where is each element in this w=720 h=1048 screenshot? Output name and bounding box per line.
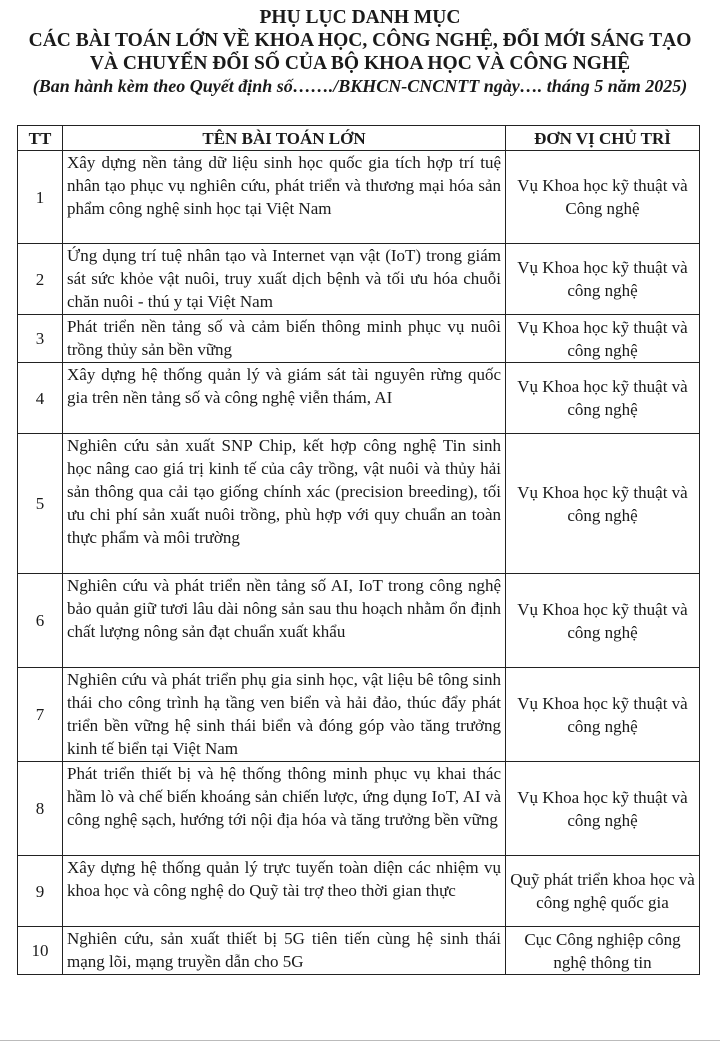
row-number: 9 — [18, 856, 63, 927]
table-row — [18, 151, 700, 244]
table-row — [18, 244, 700, 315]
table-row — [18, 762, 700, 856]
problem-name: Phát triển thiết bị và hệ thống thông minh phục vụ khai thác hầm lò và chế biến khoáng sản chiến lược, ứng dụng IoT, AI và công nghệ sạch, hướng tới nội địa hóa và tăng trưởng bền vững — [63, 762, 506, 856]
page-edge-divider — [0, 1040, 720, 1041]
problem-name: Nghiên cứu sản xuất SNP Chip, kết hợp công nghệ Tin sinh học nâng cao giá trị kinh tế của cây trồng, vật nuôi và thủy hải sản thông qua cải tạo giống chính xác (precision breeding), tối ưu chi phí sản xuất nuôi trồng, phù hợp với quy chuẩn an toàn thực phẩm và môi trường — [63, 434, 506, 574]
row-number: 6 — [18, 574, 63, 668]
table-row — [18, 927, 700, 975]
problem-name: Nghiên cứu và phát triển nền tảng số AI, IoT trong công nghệ bảo quản giữ tươi lâu dài nông sản sau thu hoạch nhằm ổn định chất lượng nông sản đạt chuẩn xuất khẩu — [63, 574, 506, 668]
host-unit: Quỹ phát triển khoa học và công nghệ quốc gia — [506, 856, 700, 927]
table-header-row — [18, 126, 700, 151]
host-unit: Vụ Khoa học kỹ thuật và công nghệ — [506, 668, 700, 762]
row-number: 3 — [18, 315, 63, 363]
problems-table — [17, 125, 700, 975]
table-row — [18, 434, 700, 574]
row-number: 1 — [18, 151, 63, 244]
host-unit: Vụ Khoa học kỹ thuật và công nghệ — [506, 363, 700, 434]
table-row — [18, 574, 700, 668]
column-header-name: TÊN BÀI TOÁN LỚN — [63, 126, 506, 151]
problem-name: Xây dựng hệ thống quản lý và giám sát tài nguyên rừng quốc gia trên nền tảng số và công nghệ viễn thám, AI — [63, 363, 506, 434]
host-unit: Vụ Khoa học kỹ thuật và công nghệ — [506, 434, 700, 574]
host-unit: Vụ Khoa học kỹ thuật và Công nghệ — [506, 151, 700, 244]
row-number: 8 — [18, 762, 63, 856]
problem-name: Nghiên cứu và phát triển phụ gia sinh học, vật liệu bê tông sinh thái cho công trình hạ tầng ven biển và hải đảo, thúc đẩy phát triển bền vững hệ sinh thái biển và đóng góp vào tăng trưởng kinh tế biển tại Việt Nam — [63, 668, 506, 762]
document-title-line-1: CÁC BÀI TOÁN LỚN VỀ KHOA HỌC, CÔNG NGHỆ, ĐỔI MỚI SÁNG TẠO — [28, 30, 692, 51]
problem-name: Xây dựng nền tảng dữ liệu sinh học quốc gia tích hợp trí tuệ nhân tạo phục vụ nghiên cứu, phát triển và thương mại hóa sản phẩm công nghệ sinh học tại Việt Nam — [63, 151, 506, 244]
decision-reference: (Ban hành kèm theo Quyết định số……./BKHCN-CNCNTT ngày…. tháng 5 năm 2025) — [32, 76, 688, 96]
column-header-tt: TT — [18, 126, 63, 151]
row-number: 5 — [18, 434, 63, 574]
host-unit: Vụ Khoa học kỹ thuật và công nghệ — [506, 574, 700, 668]
document-title-line-2: VÀ CHUYỂN ĐỔI SỐ CỦA BỘ KHOA HỌC VÀ CÔNG NGHỆ — [89, 53, 631, 74]
host-unit: Vụ Khoa học kỹ thuật và công nghệ — [506, 244, 700, 315]
column-header-unit: ĐƠN VỊ CHỦ TRÌ — [506, 126, 700, 151]
host-unit: Vụ Khoa học kỹ thuật và công nghệ — [506, 315, 700, 363]
table-row — [18, 856, 700, 927]
host-unit: Vụ Khoa học kỹ thuật và công nghệ — [506, 762, 700, 856]
row-number: 2 — [18, 244, 63, 315]
problem-name: Ứng dụng trí tuệ nhân tạo và Internet vạn vật (IoT) trong giám sát sức khỏe vật nuôi, truy xuất dịch bệnh và tối ưu hóa chuỗi chăn nuôi - thú y tại Việt Nam — [63, 244, 506, 315]
host-unit: Cục Công nghiệp công nghệ thông tin — [506, 927, 700, 975]
table-row — [18, 668, 700, 762]
row-number: 7 — [18, 668, 63, 762]
problem-name: Xây dựng hệ thống quản lý trực tuyến toàn diện các nhiệm vụ khoa học và công nghệ do Quỹ tài trợ theo thời gian thực — [63, 856, 506, 927]
table-row — [18, 315, 700, 363]
row-number: 10 — [18, 927, 63, 975]
problem-name: Nghiên cứu, sản xuất thiết bị 5G tiên tiến cùng hệ sinh thái mạng lõi, mạng truyền dẫn cho 5G — [63, 927, 506, 975]
problem-name: Phát triển nền tảng số và cảm biến thông minh phục vụ nuôi trồng thủy sản bền vững — [63, 315, 506, 363]
row-number: 4 — [18, 363, 63, 434]
appendix-title: PHỤ LỤC DANH MỤC — [259, 7, 461, 28]
table-row — [18, 363, 700, 434]
document-header — [0, 6, 720, 97]
